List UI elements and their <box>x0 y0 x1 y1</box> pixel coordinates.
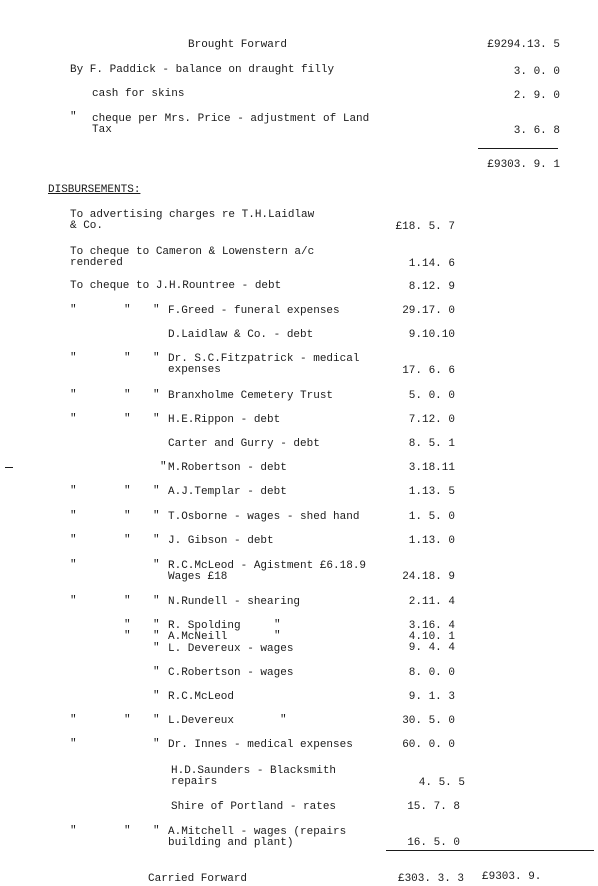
ditto-mark: " <box>274 630 281 642</box>
brought-forward-label: Brought Forward <box>188 39 288 51</box>
disbursement-amount: 1.13. 5 <box>408 486 455 498</box>
disbursement-amount: 8. 5. 1 <box>408 438 455 450</box>
disbursement-amount: 9. 4. 4 <box>408 642 455 654</box>
receipt-line: By F. Paddick - balance on draught filly <box>70 64 335 76</box>
disbursement-desc: D.Laidlaw & Co. - debt <box>168 329 314 341</box>
total-rule <box>386 850 594 851</box>
ditto-mark: " <box>274 619 281 631</box>
disbursement-amount: 2.11. 4 <box>408 596 455 608</box>
ditto-mark: " <box>70 534 77 546</box>
disbursement-amount: 9.10.10 <box>408 329 455 341</box>
ditto-mark: " <box>153 485 160 497</box>
disbursement-desc: Carter and Gurry - debt <box>168 438 320 450</box>
disbursement-desc: Dr. S.C.Fitzpatrick - medical <box>168 353 360 365</box>
disbursement-desc: M.Robertson - debt <box>168 462 287 474</box>
disbursement-desc: F.Greed - funeral expenses <box>168 305 340 317</box>
ditto-mark: " <box>153 595 160 607</box>
ditto-mark: " <box>153 666 160 678</box>
disbursement-desc: A.McNeill <box>168 631 228 643</box>
disbursement-amount: 7.12. 0 <box>408 414 455 426</box>
disbursement-amount: £18. 5. 7 <box>395 221 455 233</box>
ditto-mark: " <box>124 619 131 631</box>
disbursement-desc: T.Osborne - wages - shed hand <box>168 511 360 523</box>
disbursement-amount: 15. 7. 8 <box>407 801 460 813</box>
disbursement-desc-cont: repairs <box>171 776 218 788</box>
ditto-mark: " <box>153 714 160 726</box>
receipt-amount: 3. 0. 0 <box>513 66 560 78</box>
receipt-line: cheque per Mrs. Price - adjustment of Land <box>92 113 370 125</box>
disbursement-amount: 3.16. 4 <box>408 620 455 632</box>
disbursement-amount: 4.10. 1 <box>408 631 455 643</box>
disbursement-amount: 3.18.11 <box>408 462 455 474</box>
disbursement-desc: Branxholme Cemetery Trust <box>168 390 334 402</box>
ditto-mark: " <box>124 534 131 546</box>
receipt-line: cash for skins <box>92 88 185 100</box>
disbursement-desc: R. Spolding <box>168 620 241 632</box>
disbursement-desc-cont: & Co. <box>70 220 104 232</box>
ditto-mark: " <box>153 352 160 364</box>
ditto-mark: " <box>70 559 77 571</box>
disbursement-desc: Shire of Portland - rates <box>171 801 337 813</box>
disbursement-desc: R.C.McLeod - Agistment £6.18.9 <box>168 560 367 572</box>
disbursements-total: £303. 3. 3 <box>397 873 464 885</box>
disbursement-desc-cont: rendered <box>70 257 123 269</box>
brought-forward-amount: £9294.13. 5 <box>487 39 560 51</box>
disbursement-amount: 29.17. 0 <box>402 305 455 317</box>
ditto-mark: " <box>124 595 131 607</box>
ditto-mark: " <box>153 510 160 522</box>
receipt-amount: 3. 6. 8 <box>513 125 560 137</box>
carried-forward-amount: £9303. 9. <box>482 871 542 883</box>
ditto-mark: " <box>70 111 77 123</box>
ditto-mark: " <box>70 510 77 522</box>
ditto-mark: " <box>70 714 77 726</box>
ditto-mark: " <box>160 461 167 473</box>
ditto-mark: " <box>70 738 77 750</box>
disbursement-desc: N.Rundell - shearing <box>168 596 301 608</box>
disbursement-amount: 1. 5. 0 <box>408 511 455 523</box>
disbursement-amount: 4. 5. 5 <box>418 777 465 789</box>
ditto-mark: " <box>280 714 287 726</box>
ditto-mark: " <box>153 630 160 642</box>
ditto-mark: " <box>124 825 131 837</box>
ditto-mark: " <box>153 389 160 401</box>
receipt-line-cont: Tax <box>92 124 112 136</box>
disbursement-desc: To cheque to J.H.Rountree - debt <box>70 280 282 292</box>
disbursement-amount: 16. 5. 0 <box>407 837 460 849</box>
disbursement-amount: 5. 0. 0 <box>408 390 455 402</box>
margin-tick <box>5 467 13 468</box>
ditto-mark: " <box>124 714 131 726</box>
disbursement-desc: A.Mitchell - wages (repairs <box>168 826 347 838</box>
disbursement-amount: 9. 1. 3 <box>408 691 455 703</box>
ditto-mark: " <box>153 738 160 750</box>
disbursement-amount: 8. 0. 0 <box>408 667 455 679</box>
ditto-mark: " <box>153 619 160 631</box>
ditto-mark: " <box>70 595 77 607</box>
disbursement-desc: C.Robertson - wages <box>168 667 294 679</box>
ditto-mark: " <box>70 389 77 401</box>
disbursement-amount: 24.18. 9 <box>402 571 455 583</box>
ditto-mark: " <box>153 690 160 702</box>
disbursement-desc: H.D.Saunders - Blacksmith <box>171 765 337 777</box>
disbursements-heading: DISBURSEMENTS: <box>48 184 141 196</box>
disbursement-desc-cont: expenses <box>168 364 221 376</box>
disbursement-desc: Dr. Innes - medical expenses <box>168 739 353 751</box>
ditto-mark: " <box>124 413 131 425</box>
ditto-mark: " <box>70 352 77 364</box>
ditto-mark: " <box>124 510 131 522</box>
ditto-mark: " <box>153 304 160 316</box>
ditto-mark: " <box>124 304 131 316</box>
carried-forward-label: Carried Forward <box>148 873 248 885</box>
ditto-mark: " <box>124 352 131 364</box>
ditto-mark: " <box>153 534 160 546</box>
ditto-mark: " <box>70 304 77 316</box>
disbursement-amount: 1.13. 0 <box>408 535 455 547</box>
ditto-mark: " <box>70 485 77 497</box>
disbursement-desc: H.E.Rippon - debt <box>168 414 281 426</box>
ditto-mark: " <box>153 413 160 425</box>
ditto-mark: " <box>124 485 131 497</box>
disbursement-amount: 1.14. 6 <box>408 258 455 270</box>
ditto-mark: " <box>153 642 160 654</box>
ditto-mark: " <box>70 825 77 837</box>
disbursement-desc: L.Devereux <box>168 715 235 727</box>
disbursement-desc: J. Gibson - debt <box>168 535 274 547</box>
disbursement-amount: 60. 0. 0 <box>402 739 455 751</box>
ditto-mark: " <box>124 389 131 401</box>
disbursement-desc: To cheque to Cameron & Lowenstern a/c <box>70 246 315 258</box>
ditto-mark: " <box>153 559 160 571</box>
disbursement-amount: 8.12. 9 <box>408 281 455 293</box>
disbursement-desc: R.C.McLeod <box>168 691 235 703</box>
subtotal-rule <box>478 148 558 149</box>
disbursement-desc: A.J.Templar - debt <box>168 486 287 498</box>
disbursement-desc-cont: building and plant) <box>168 837 294 849</box>
receipts-total: £9303. 9. 1 <box>487 159 560 171</box>
ditto-mark: " <box>153 825 160 837</box>
disbursement-desc-cont: Wages £18 <box>168 571 228 583</box>
disbursement-amount: 17. 6. 6 <box>402 365 455 377</box>
disbursement-desc: To advertising charges re T.H.Laidlaw <box>70 209 315 221</box>
disbursement-desc: L. Devereux - wages <box>168 643 294 655</box>
ditto-mark: " <box>70 413 77 425</box>
receipt-amount: 2. 9. 0 <box>513 90 560 102</box>
ditto-mark: " <box>124 630 131 642</box>
disbursement-amount: 30. 5. 0 <box>402 715 455 727</box>
